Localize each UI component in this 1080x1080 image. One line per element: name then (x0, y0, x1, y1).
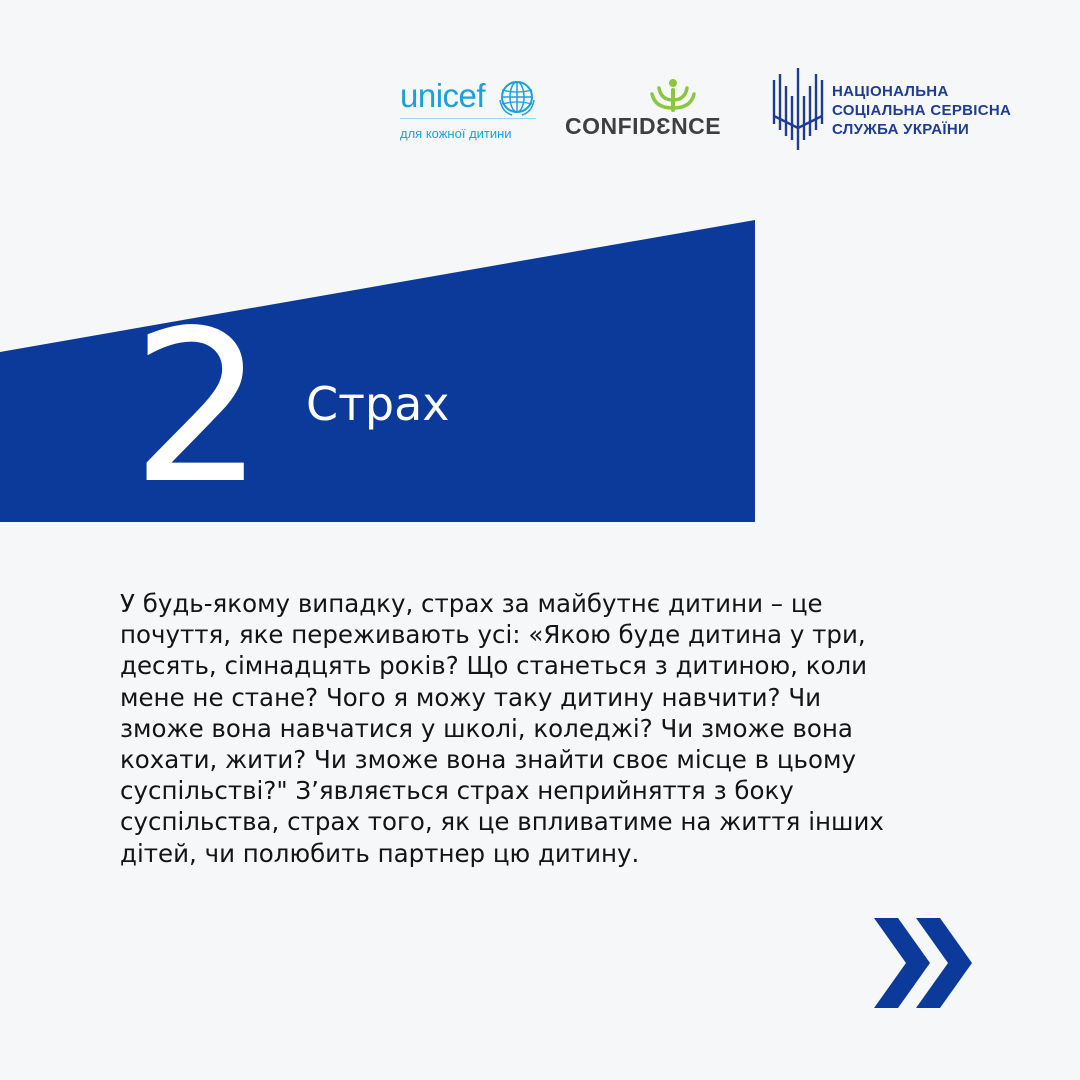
unicef-tagline: для кожної дитини (400, 126, 512, 141)
unicef-logo (398, 74, 543, 150)
trident-emblem-icon (770, 66, 826, 152)
unicef-globe-icon (498, 78, 536, 116)
unicef-wordmark: unicef (400, 77, 486, 114)
partner-logos (0, 0, 1080, 170)
title-banner (0, 220, 760, 530)
nssu-name-line: НАЦІОНАЛЬНА (832, 83, 949, 100)
nssu-logo (770, 66, 1030, 152)
nssu-name-line: СОЦІАЛЬНА СЕРВІСНА (832, 102, 1012, 119)
nssu-name (832, 82, 1011, 139)
unicef-divider (400, 118, 536, 119)
sprout-icon (649, 78, 697, 112)
slide-title: Страх (306, 377, 450, 431)
double-chevron-right-icon[interactable] (872, 914, 972, 1012)
confidence-wordmark: CONFIDƐNCE (565, 113, 722, 139)
nssu-name-line: СЛУЖБА УКРАЇНИ (832, 121, 970, 138)
body-text: У будь-якому випадку, страх за майбутнє дитини – це почуття, яке переживають усі: «Якою буде дитина у три, десять, сімнадцять років? Що станеться з дитиною, коли мене не стане? Чого я можу таку дитину навчити? Чи зможе вона навчатися у школі, коледжі? Чи зможе вона кохати, жити? Чи зможе вона знайти своє місце в цьому суспільстві?" З’являється страх неприйняття з боку суспільства, страх того, як це впливатиме на життя інших дітей, чи полюбить партнер цю дитину. (120, 589, 884, 868)
slide-number: 2 (131, 285, 265, 530)
confidence-logo (565, 78, 750, 142)
